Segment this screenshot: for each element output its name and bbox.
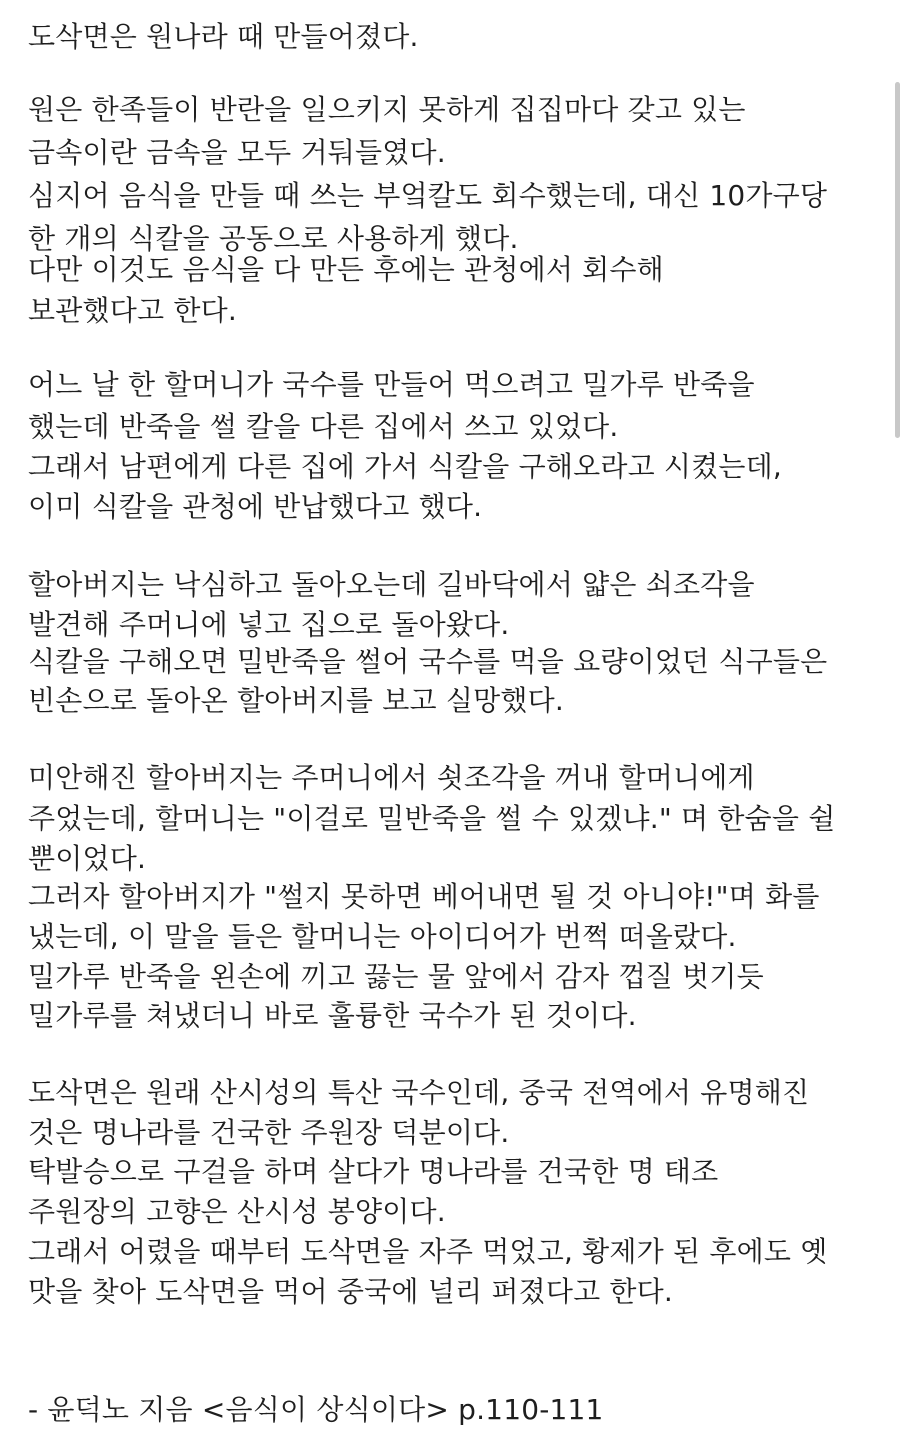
text-line: 것은 명나라를 건국한 주원장 덕분이다.: [28, 1116, 510, 1149]
text-line: 이미 식칼을 관청에 반납했다고 했다.: [28, 490, 483, 523]
text-line: 맛을 찾아 도삭면을 먹어 중국에 널리 퍼졌다고 한다.: [28, 1275, 674, 1308]
text-line: 할아버지는 낙심하고 돌아오는데 길바닥에서 얇은 쇠조각을: [28, 568, 755, 601]
text-line: 다만 이것도 음식을 다 만든 후에는 관청에서 회수해: [28, 253, 664, 286]
text-line: 보관했다고 한다.: [28, 294, 237, 327]
text-line: 탁발승으로 구걸을 하며 살다가 명나라를 건국한 명 태조: [28, 1155, 719, 1188]
text-line: 밀가루 반죽을 왼손에 끼고 끓는 물 앞에서 감자 껍질 벗기듯: [28, 960, 764, 993]
scrollbar[interactable]: [895, 82, 900, 438]
text-line: 밀가루를 쳐냈더니 바로 훌륭한 국수가 된 것이다.: [28, 999, 637, 1032]
text-line: 했는데 반죽을 썰 칼을 다른 집에서 쓰고 있었다.: [28, 410, 619, 443]
text-line: 뿐이었다.: [28, 842, 147, 875]
source-citation: - 윤덕노 지음 <음식이 상식이다> p.110-111: [28, 1393, 604, 1426]
text-line: 그래서 남편에게 다른 집에 가서 식칼을 구해오라고 시켰는데,: [28, 450, 783, 483]
text-line: 원은 한족들이 반란을 일으키지 못하게 집집마다 갖고 있는: [28, 93, 746, 126]
text-line: 도삭면은 원나라 때 만들어졌다.: [28, 20, 419, 53]
text-line: 도삭면은 원래 산시성의 특산 국수인데, 중국 전역에서 유명해진: [28, 1076, 810, 1109]
text-line: 빈손으로 돌아온 할아버지를 보고 실망했다.: [28, 684, 564, 717]
text-line: 그래서 어렸을 때부터 도삭면을 자주 먹었고, 황제가 된 후에도 옛: [28, 1235, 828, 1268]
text-line: 식칼을 구해오면 밀반죽을 썰어 국수를 먹을 요량이었던 식구들은: [28, 645, 828, 678]
text-line: 주원장의 고향은 산시성 봉양이다.: [28, 1195, 446, 1228]
text-line: 한 개의 식칼을 공동으로 사용하게 했다.: [28, 222, 519, 255]
text-line: 냈는데, 이 말을 들은 할머니는 아이디어가 번쩍 떠올랐다.: [28, 920, 737, 953]
text-line: 심지어 음식을 만들 때 쓰는 부엌칼도 회수했는데, 대신 10가구당: [28, 179, 828, 212]
text-line: 그러자 할아버지가 "썰지 못하면 베어내면 될 것 아니야!"며 화를: [28, 880, 820, 913]
text-line: 주었는데, 할머니는 "이걸로 밀반죽을 썰 수 있겠냐." 며 한숨을 쉴: [28, 802, 836, 835]
text-line: 금속이란 금속을 모두 거둬들였다.: [28, 136, 446, 169]
text-line: 어느 날 한 할머니가 국수를 만들어 먹으려고 밀가루 반죽을: [28, 368, 755, 401]
text-line: 미안해진 할아버지는 주머니에서 쇳조각을 꺼내 할머니에게: [28, 761, 755, 794]
text-line: 발견해 주머니에 넣고 집으로 돌아왔다.: [28, 608, 510, 641]
